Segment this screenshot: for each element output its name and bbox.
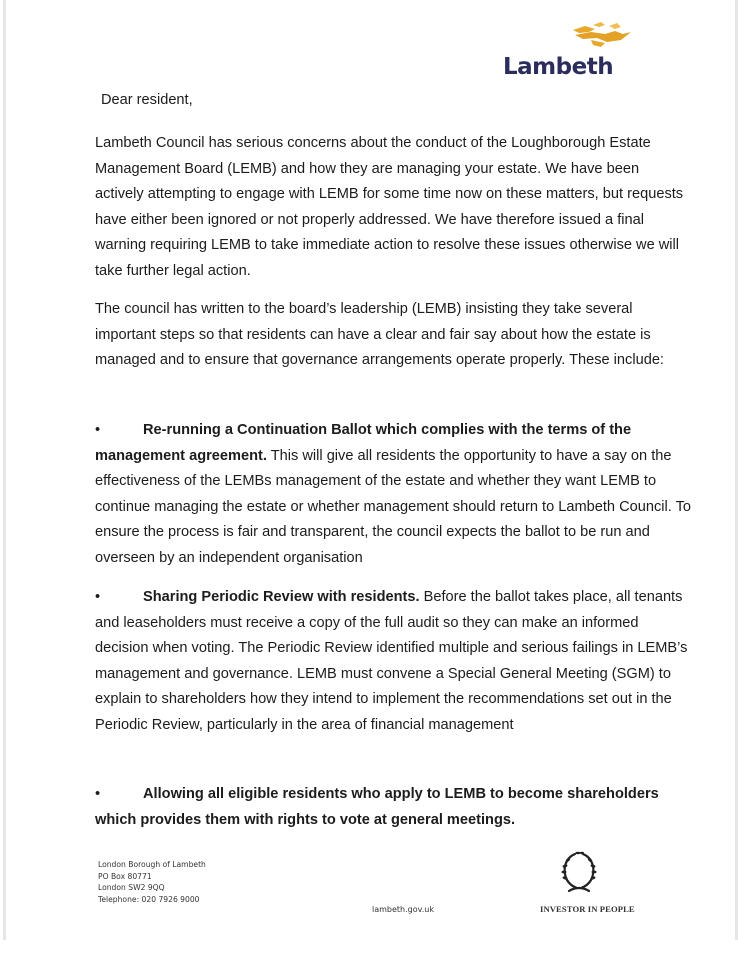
bullet-continuation-ballot [95, 418, 695, 572]
paragraph-concerns: Lambeth Council has serious concerns about the conduct of the Loughborough Estate Management Board (LEMB) and how they are managing your estate. We have been actively attempting to engage with LEMB for some time now on these matters, but requests have either been ignored or not properly addressed. We have therefore issued a final warning requiring LEMB to take immediate action to resolve these issues otherwise we will take further legal action. [95, 135, 684, 279]
footer-address [98, 859, 206, 905]
letter-page [3, 0, 738, 940]
bullet-text: Before the ballot takes place, all tenants and leaseholders must receive a copy of the full audit so they can make an informed decision when voting. The Periodic Review identified multiple and serious failings in LEMB’s management and governance. LEMB must convene a Special General Meeting (SGM) to explain to shareholders how they intend to implement the recommendations set out in the Periodic Review, particularly in the area of financial management [95, 589, 688, 733]
bullet-lead: Re-running a Continuation Ballot which complies with the terms of the management agreement. [95, 422, 632, 464]
address-line: London SW2 9QQ [98, 883, 165, 892]
address-line: Telephone: 020 7926 9000 [98, 894, 200, 904]
paragraph-steps: The council has written to the board’s leadership (LEMB) insisting they take several important steps so that residents can have a clear and fair say about how the estate is managed and to ensure that governance arrangements operate properly. These include: [95, 301, 664, 369]
investor-in-people-label: INVESTOR IN PEOPLE [540, 904, 635, 914]
footer-website-link[interactable]: lambeth.gov.uk [372, 905, 434, 914]
bullet-text: This will give all residents the opportunity to have a say on the effectiveness of the LEMBs management of the estate and whether they want LEMB to continue managing the estate or whether management should return to Lambeth Council. To ensure the process is fair and transparent, the council expects the ballot to be run and overseen by an independent organisation [95, 447, 692, 566]
address-line: PO Box 80771 [98, 871, 152, 881]
lambeth-swoosh-icon [571, 20, 635, 48]
lambeth-logo [503, 14, 633, 80]
address-line: London Borough of Lambeth [98, 860, 206, 869]
bullet-marker: • [95, 589, 101, 605]
lambeth-wordmark: Lambeth [503, 54, 614, 80]
bullet-periodic-review [95, 585, 695, 739]
bullet-marker: • [95, 786, 101, 802]
bullet-lead: Allowing all eligible residents who apply to LEMB to become shareholders which provides them with rights to vote at general meetings. [95, 786, 659, 828]
bullet-eligible-residents [95, 782, 695, 833]
bullet-marker: • [95, 422, 101, 438]
bullet-lead: Sharing Periodic Review with residents. [143, 589, 420, 605]
salutation: Dear resident, [101, 92, 193, 108]
laurel-wreath-icon [559, 850, 599, 894]
